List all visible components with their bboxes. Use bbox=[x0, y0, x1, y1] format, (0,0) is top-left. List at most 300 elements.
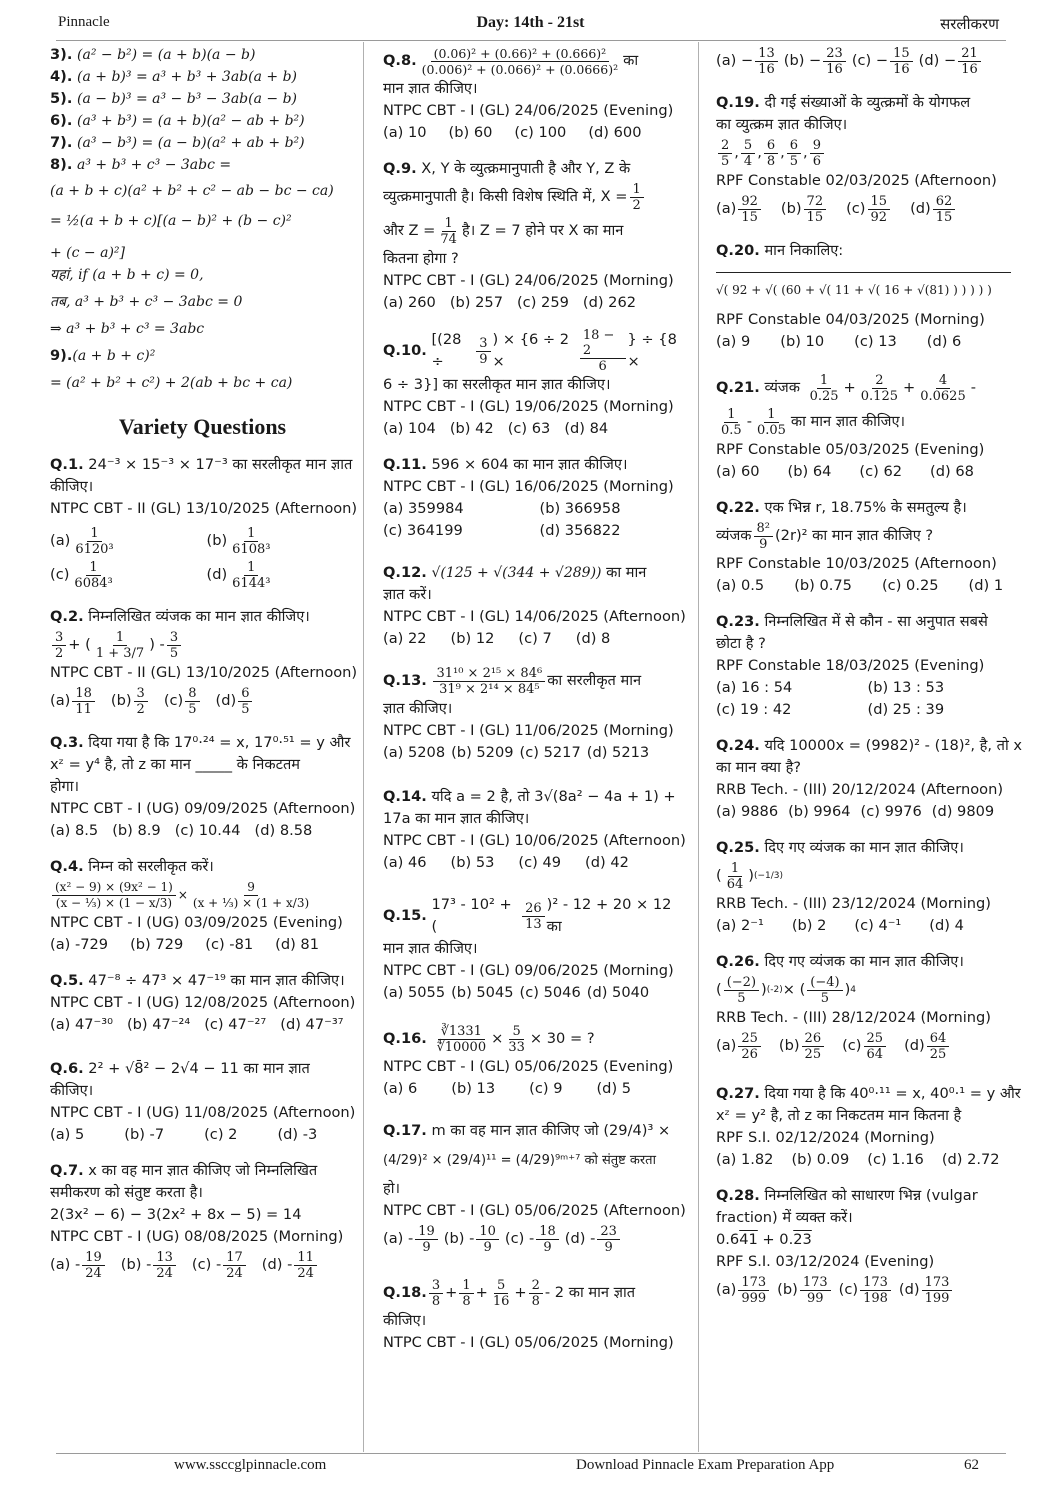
option-c[interactable]: (c) $\frac{173}{198}$ bbox=[839, 1273, 893, 1307]
question-source: RPF Constable 04/03/2025 (Morning) bbox=[716, 311, 985, 328]
question-text: $\frac{1}{0.5}$ - $\frac{1}{0.05}$ का मान ज्ञात कीजिए। bbox=[721, 406, 906, 438]
option-c[interactable]: (c) - $\frac{17}{24}$ bbox=[192, 1248, 248, 1282]
question-text: व्यंजक $\frac{\text{8²}}{9}$ (2r)² का मान ज्ञात कीजिए ? bbox=[716, 520, 934, 552]
options bbox=[383, 122, 688, 144]
option-b[interactable]: (b) -7 bbox=[124, 1126, 165, 1143]
question-source: NTPC CBT - I (GL) 10/06/2025 (Afternoon) bbox=[383, 832, 686, 849]
question-source: NTPC CBT - I (GL) 24/06/2025 (Morning) bbox=[383, 272, 674, 289]
option-d[interactable]: (d) 600 bbox=[588, 124, 642, 141]
question-text: निम्न को सरलीकृत करें। bbox=[88, 858, 214, 875]
option-b[interactable]: (b) - $\frac{13}{24}$ bbox=[121, 1248, 178, 1282]
options bbox=[716, 915, 1011, 937]
option-a[interactable]: (a) 260 bbox=[383, 294, 436, 311]
option-b[interactable]: (b) 13 : 53 bbox=[867, 679, 945, 696]
question-text: 596 × 604 का मान ज्ञात कीजिए। bbox=[431, 456, 628, 473]
option-d[interactable]: (d) 8 bbox=[575, 630, 611, 647]
question-text: दिए गए व्यंजक का मान ज्ञात कीजिए। bbox=[764, 953, 964, 970]
option-c[interactable]: (c) $\frac{1}{\text{6084³}}$ bbox=[50, 559, 113, 591]
question-text: ज्ञात करें। bbox=[383, 586, 432, 603]
option-a[interactable]: (a) 5 bbox=[50, 1126, 85, 1143]
question-10: Q.10. [(28 ÷ $\frac{3}{9}$ ) × {6 ÷ 2 × $\frac{18 - 2}{6}$ } ÷ {8 × 6 ÷ 3}] का सरलीकृत मान ज्ञात कीजिए। NTPC CBT - I (GL) 19/06/2025 (Morning) (a) 104 (b) 42 (c) 63 (d) 84 bbox=[383, 328, 688, 440]
option-a[interactable]: (a) 0.5 bbox=[716, 577, 765, 594]
footer-website-link[interactable]: www.ssccglpinnacle.com bbox=[174, 1457, 327, 1473]
option-b[interactable]: (b) $\frac{72}{15}$ bbox=[781, 192, 828, 226]
option-a[interactable]: (a) 9886 bbox=[716, 803, 779, 820]
option-c[interactable]: (c) 5217 bbox=[519, 744, 581, 761]
question-source: NTPC CBT - II (GL) 13/10/2025 (Afternoon) bbox=[50, 500, 358, 517]
option-a[interactable]: (a) $\frac{18}{11}$ bbox=[50, 684, 97, 718]
option-c[interactable]: (c) 0.25 bbox=[881, 577, 939, 594]
footer-app-promo: Download Pinnacle Exam Preparation App bbox=[576, 1457, 835, 1473]
question-number: Q.3. bbox=[50, 734, 84, 751]
option-d[interactable]: (d) 5040 bbox=[586, 984, 650, 1001]
question-6 bbox=[50, 1058, 355, 1146]
question-text: व्युत्क्रमानुपाती है। किसी विशेष स्थिति में, X = $\frac{1}{2}$ bbox=[383, 180, 688, 214]
option-a[interactable]: (a) 8.5 bbox=[50, 822, 99, 839]
option-a[interactable]: (a) − $\frac{13}{16}$ bbox=[716, 44, 780, 78]
question-number: Q.14. bbox=[383, 788, 427, 805]
question-18: Q.18. $\frac{3}{8}$ + $\frac{1}{8}$ + $\frac{5}{16}$ + $\frac{2}{8}$ - 2 का मान ज्ञात कीजिए। NTPC CBT - I (GL) 05/06/2025 (Morning) bbox=[383, 1276, 688, 1354]
question-text: x का वह मान ज्ञात कीजिए जो निम्नलिखित bbox=[88, 1162, 318, 1179]
question-number: Q.23. bbox=[716, 613, 760, 630]
question-number: Q.10. bbox=[383, 342, 427, 359]
question-text: और Z = $\frac{1}{74}$ है। Z = 7 होने पर X का मान bbox=[383, 215, 624, 247]
question-2 bbox=[50, 606, 358, 718]
column-divider-2 bbox=[698, 42, 699, 1452]
question-text: 6 ÷ 3}] का सरलीकृत मान ज्ञात कीजिए। bbox=[383, 376, 611, 393]
option-d[interactable]: (d) 262 bbox=[582, 294, 637, 311]
option-b[interactable]: (b) 13 bbox=[451, 1080, 496, 1097]
option-c[interactable]: (c) 1.16 bbox=[867, 1151, 924, 1168]
option-a[interactable]: (a) 46 bbox=[383, 854, 427, 871]
question-text: 47⁻⁸ ÷ 47³ × 47⁻¹⁹ का मान ज्ञात कीजिए। bbox=[88, 972, 345, 989]
question-text: का व्युत्क्रम ज्ञात कीजिए। bbox=[716, 116, 848, 133]
question-source: NTPC CBT - I (GL) 05/06/2025 (Evening) bbox=[383, 1058, 674, 1075]
question-text: 17a का मान ज्ञात कीजिए। bbox=[383, 810, 530, 827]
question-number: Q.4. bbox=[50, 858, 84, 875]
question-source: RPF Constable 18/03/2025 (Evening) bbox=[716, 657, 985, 674]
question-text: समीकरण को संतुष्ट करता है। bbox=[50, 1184, 203, 1201]
question-text: एक भिन्न r, 18.75% के समतुल्य है। bbox=[764, 499, 967, 516]
question-text: दिए गए व्यंजक का मान ज्ञात कीजिए। bbox=[764, 839, 964, 856]
question-source: RPF S.I. 02/12/2024 (Morning) bbox=[716, 1129, 935, 1146]
option-b[interactable]: (b) 2 bbox=[791, 917, 827, 934]
question-source: RPF Constable 05/03/2025 (Evening) bbox=[716, 441, 985, 458]
option-c[interactable]: (c) 19 : 42 bbox=[716, 701, 792, 718]
formula-item: 4). (a + b)³ = a³ + b³ + 3ab(a + b) bbox=[50, 68, 297, 85]
option-b[interactable]: (b) 0.75 bbox=[794, 577, 852, 594]
option-c[interactable]: (c) 62 bbox=[859, 463, 903, 480]
option-c[interactable]: (c) 49 bbox=[518, 854, 562, 871]
option-a[interactable]: (a) -729 bbox=[50, 936, 109, 953]
option-d[interactable]: (d) $\frac{6}{5}$ bbox=[216, 684, 255, 718]
option-a[interactable]: (a) 359984 bbox=[383, 500, 464, 517]
option-c[interactable]: (c) 47⁻²⁷ bbox=[204, 1016, 267, 1033]
header-day-range: Day: 14th - 21st bbox=[476, 14, 585, 31]
option-b[interactable]: (b) 0.09 bbox=[791, 1151, 850, 1168]
formula-item: 8). a³ + b³ + c³ − 3abc = bbox=[50, 156, 232, 173]
option-b[interactable]: (b) 5209 bbox=[451, 744, 514, 761]
option-d[interactable]: (d) 9809 bbox=[931, 803, 995, 820]
question-text: दिया गया है कि 17⁰·²⁴ = x, 17⁰·⁵¹ = y और bbox=[88, 734, 351, 751]
column-1 bbox=[50, 44, 358, 1282]
question-16: Q.16. $\frac{∛1331}{∜10000}$ × $\frac{5}{33}$ × 30 = ? NTPC CBT - I (GL) 05/06/2025 (Evening) (a) 6 (b) 13 (c) 9 (d) 5 bbox=[383, 1022, 688, 1100]
question-13: Q.13. $\frac{\text{31¹⁰ × 2¹⁵ × 84⁶}}{\text{31⁹ × 2¹⁴ × 84⁵}}$ का सरलीकृत मान ज्ञात कीजिए। NTPC CBT - I (GL) 11/06/2025 (Morning) (a) 5208 (b) 5209 (c) 5217 (d) 5213 bbox=[383, 664, 688, 764]
formula-item: (a + b + c)(a² + b² + c² − ab − bc − ca) bbox=[50, 183, 334, 199]
question-text: निम्नलिखित को साधारण भिन्न (vulgar bbox=[764, 1187, 978, 1204]
options bbox=[383, 418, 688, 440]
header-divider bbox=[56, 40, 1006, 41]
options bbox=[383, 498, 688, 542]
question-number: Q.1. bbox=[50, 456, 84, 473]
question-5 bbox=[50, 970, 355, 1036]
question-text: m का वह मान ज्ञात कीजिए जो (29/4)³ × bbox=[431, 1122, 671, 1139]
options bbox=[383, 292, 688, 314]
question-text: 24⁻³ × 15⁻³ × 17⁻³ का सरलीकृत मान ज्ञात bbox=[88, 456, 353, 473]
option-a[interactable]: (a) $\frac{25}{26}$ bbox=[716, 1029, 763, 1063]
option-d[interactable]: (d) − $\frac{21}{16}$ bbox=[919, 44, 983, 78]
options bbox=[383, 1222, 688, 1256]
question-text: (4/29)² × (29/4)¹¹ = (4/29)⁹ᵐ⁺⁷ को संतुष्ट करता bbox=[383, 1153, 656, 1168]
question-expression: 0.641 + 0.23 bbox=[716, 1231, 812, 1248]
question-source: NTPC CBT - I (UG) 03/09/2025 (Evening) bbox=[50, 914, 343, 931]
option-d[interactable]: (d) - $\frac{23}{9}$ bbox=[565, 1222, 622, 1256]
option-d[interactable]: (d) 68 bbox=[930, 463, 974, 480]
question-number: Q.19. bbox=[716, 94, 760, 111]
option-b[interactable]: (b) 47⁻²⁴ bbox=[126, 1016, 191, 1033]
question-number: Q.9. bbox=[383, 160, 417, 177]
formula-item: ⇒ a³ + b³ + c³ = 3abc bbox=[50, 321, 205, 337]
formula-item: 6). (a³ + b³) = (a + b)(a² − ab + b²) bbox=[50, 112, 305, 129]
question-text: xᶻ = y² है, तो z का निकटतम मान कितना है bbox=[716, 1107, 962, 1124]
formula-item: यहां, if (a + b + c) = 0, bbox=[50, 267, 204, 283]
question-text: कितना होगा ? bbox=[383, 250, 459, 267]
formula-list bbox=[50, 44, 355, 394]
formula-item: तब, a³ + b³ + c³ − 3abc = 0 bbox=[50, 294, 243, 310]
options bbox=[716, 1149, 1011, 1171]
question-24 bbox=[716, 735, 1023, 823]
option-a[interactable]: (a) 1.82 bbox=[716, 1151, 774, 1168]
page-number: 62 bbox=[964, 1457, 979, 1473]
question-source: NTPC CBT - I (GL) 14/06/2025 (Afternoon) bbox=[383, 608, 686, 625]
question-3 bbox=[50, 732, 355, 842]
question-23 bbox=[716, 611, 1011, 721]
question-22 bbox=[716, 497, 1011, 597]
question-text: दी गई संख्याओं के व्युत्क्रमों के योगफल bbox=[764, 94, 971, 111]
option-a[interactable]: (a) $\frac{1}{\text{6120³}}$ bbox=[50, 525, 114, 557]
options bbox=[50, 1124, 355, 1146]
question-28 bbox=[716, 1185, 1011, 1307]
question-7 bbox=[50, 1160, 355, 1282]
column-3 bbox=[716, 44, 1023, 1307]
question-19 bbox=[716, 92, 1011, 226]
options bbox=[50, 820, 355, 842]
question-text: निम्नलिखित व्यंजक का मान ज्ञात कीजिए। bbox=[88, 608, 310, 625]
option-c[interactable]: (c) $\frac{25}{64}$ bbox=[842, 1029, 888, 1063]
question-number: Q.7. bbox=[50, 1162, 84, 1179]
option-b[interactable]: (b) 42 bbox=[449, 420, 494, 437]
question-8: Q.8. $\frac{\text{(0.06)² + (0.66)² + (0.666)²}}{\text{(0.006)² + (0.066)² + (0.0666)²}}$ का मान ज्ञात कीजिए। NTPC CBT - I (GL) 24/06/2025 (Evening) (a) 10 (b) 60 (c) 100 (d) 600 bbox=[383, 44, 688, 144]
question-number: Q.17. bbox=[383, 1122, 427, 1139]
question-12: Q.12. √(125 + √(344 + √289)) का मान ज्ञात करें। NTPC CBT - I (GL) 14/06/2025 (Afternoon) (a) 22 (b) 12 (c) 7 (d) 8 bbox=[383, 562, 688, 650]
option-a[interactable]: (a) - $\frac{19}{24}$ bbox=[50, 1248, 107, 1282]
options bbox=[716, 331, 1011, 353]
option-d[interactable]: (d) 4 bbox=[929, 917, 964, 934]
option-b[interactable]: (b) 60 bbox=[448, 124, 493, 141]
option-d[interactable]: (d) 47⁻³⁷ bbox=[280, 1016, 344, 1033]
question-number: Q.22. bbox=[716, 499, 760, 516]
options bbox=[50, 684, 355, 718]
option-c[interactable]: (c) 5046 bbox=[519, 984, 581, 1001]
question-text: हो। bbox=[383, 1180, 401, 1197]
option-b[interactable]: (b) 12 bbox=[450, 630, 495, 647]
option-c[interactable]: (c) 259 bbox=[516, 294, 569, 311]
question-number: Q.15. bbox=[383, 907, 427, 924]
question-expression: 2(3x² − 6) − 3(2x² + 8x − 5) = 14 bbox=[50, 1206, 302, 1223]
question-source: RPF Constable 10/03/2025 (Afternoon) bbox=[716, 555, 997, 572]
question-expression: ( $\frac{(-2)}{5}$ ) (-2) × ( $\frac{(-4)}{5}$ ) 4 bbox=[716, 974, 857, 1006]
option-a[interactable]: (a) 2⁻¹ bbox=[716, 917, 764, 934]
options bbox=[50, 934, 355, 956]
column-divider-1 bbox=[363, 42, 364, 1452]
question-text: दिया गया है कि 40⁰·¹¹ = x, 40⁰·¹ = y और bbox=[764, 1085, 1021, 1102]
option-c[interactable]: (c) 63 bbox=[507, 420, 551, 437]
question-text: 2² + √8̄² − 2√4 − 11 का मान ज्ञात bbox=[88, 1060, 310, 1077]
options bbox=[383, 852, 688, 874]
section-title: Variety Questions bbox=[118, 414, 287, 439]
option-a[interactable]: (a) $\frac{92}{15}$ bbox=[716, 192, 763, 226]
option-a[interactable]: (a) 5208 bbox=[383, 744, 446, 761]
option-d[interactable]: (d) 356822 bbox=[539, 522, 621, 539]
option-b[interactable]: (b) 53 bbox=[450, 854, 495, 871]
option-d[interactable]: (d) 84 bbox=[564, 420, 609, 437]
question-4 bbox=[50, 856, 355, 956]
option-b[interactable]: (b) 8.9 bbox=[112, 822, 161, 839]
option-b[interactable]: (b) $\frac{26}{25}$ bbox=[779, 1029, 826, 1063]
question-expression: $\frac{\text{(x² − 9) × (9x² − 1)}}{\text{(x − ⅓) × (1 − x/3)}}$ × $\frac{9}{\text{(x + ⅓) × (1 + x/3)}}$ bbox=[50, 878, 355, 912]
question-20 bbox=[716, 240, 1011, 353]
option-c[interactable]: (c) 13 bbox=[854, 333, 897, 350]
question-expression: √( 92 + √( (60 + √( 11 + √( 16 + √(81) ) ) ) ) ) bbox=[716, 272, 1011, 301]
options bbox=[716, 1273, 1011, 1307]
question-number: Q.6. bbox=[50, 1060, 84, 1077]
question-text: X, Y के व्युत्क्रमानुपाती है और Y, Z के bbox=[421, 160, 631, 177]
footer-divider bbox=[56, 1453, 1006, 1454]
option-b[interactable]: (b) − $\frac{23}{16}$ bbox=[784, 44, 848, 78]
options bbox=[716, 461, 1011, 483]
options bbox=[383, 982, 688, 1004]
question-text: कीजिए। bbox=[50, 1082, 94, 1099]
option-d[interactable]: (d) - $\frac{11}{24}$ bbox=[262, 1248, 319, 1282]
option-c[interactable]: (c) $\frac{15}{92}$ bbox=[846, 192, 892, 226]
question-17 bbox=[383, 1120, 688, 1256]
option-a[interactable]: (a) 104 bbox=[383, 420, 436, 437]
options bbox=[716, 677, 1011, 721]
formula-item: = (a² + b² + c²) + 2(ab + bc + ca) bbox=[50, 375, 293, 391]
option-b[interactable]: (b) $\frac{1}{\text{6108³}}$ bbox=[206, 525, 271, 557]
option-b[interactable]: (b) 9964 bbox=[788, 803, 851, 820]
question-21: Q.21. व्यंजक $\frac{1}{0.25}$ + $\frac{2}{0.125}$ + $\frac{4}{0.0625}$ - $\frac{1}{0.5}$ - $\frac{1}{0.05}$ का मान ज्ञात कीजिए। RPF Constable 05/03/2025 (Evening) (a) 60 (b) 64 (c) 62 (d) 68 bbox=[716, 371, 1011, 483]
option-b[interactable]: (b) 729 bbox=[130, 936, 184, 953]
question-text: निम्नलिखित में से कौन - सा अनुपात सबसे bbox=[764, 613, 988, 630]
options bbox=[383, 1078, 688, 1100]
formula-item: = ½(a + b + c)[(a − b)² + (b − c)² bbox=[50, 213, 292, 229]
question-text: मान ज्ञात कीजिए। bbox=[383, 80, 478, 97]
question-text: xᶻ = y⁴ है, तो z का मान _____ के निकटतम bbox=[50, 756, 301, 773]
options bbox=[716, 575, 1011, 597]
option-d[interactable]: (d) -3 bbox=[277, 1126, 318, 1143]
question-text: fraction) में व्यक्त करें। bbox=[716, 1209, 853, 1226]
question-text: होगा। bbox=[50, 778, 80, 795]
formula-item: 5). (a − b)³ = a³ − b³ − 3ab(a − b) bbox=[50, 90, 297, 107]
question-expression: $\frac{3}{2}$ + ( $\frac{1}{1 + 3/7}$ ) - $\frac{3}{5}$ bbox=[50, 628, 355, 662]
options bbox=[383, 742, 688, 764]
option-a[interactable]: (a) 60 bbox=[716, 463, 760, 480]
question-number: Q.16. bbox=[383, 1030, 427, 1047]
option-c[interactable]: (c) 10.44 bbox=[174, 822, 241, 839]
option-c[interactable]: (c) 7 bbox=[518, 630, 552, 647]
question-27 bbox=[716, 1083, 1021, 1171]
question-source: RRB Tech. - (III) 20/12/2024 (Afternoon) bbox=[716, 781, 1004, 798]
question-number: Q.25. bbox=[716, 839, 760, 856]
formula-item: + (c − a)²] bbox=[50, 245, 125, 261]
options bbox=[716, 1029, 1011, 1063]
question-text: यदि a = 2 है, तो 3√(8a² − 4a + 1) + bbox=[431, 788, 676, 805]
option-d[interactable]: (d) 25 : 39 bbox=[867, 701, 945, 718]
option-d[interactable]: (d) $\frac{64}{25}$ bbox=[904, 1029, 951, 1063]
option-a[interactable]: (a) 47⁻³⁰ bbox=[50, 1016, 113, 1033]
option-d[interactable]: (d) 1 bbox=[968, 577, 1004, 594]
header-topic: सरलीकरण bbox=[940, 17, 999, 33]
question-text: कीजिए। bbox=[50, 478, 94, 495]
question-source: NTPC CBT - I (GL) 16/06/2025 (Morning) bbox=[383, 478, 674, 495]
option-c[interactable]: (c) 100 bbox=[514, 124, 567, 141]
question-source: NTPC CBT - I (GL) 24/06/2025 (Evening) bbox=[383, 102, 674, 119]
options bbox=[50, 1014, 355, 1036]
question-source: NTPC CBT - I (GL) 05/06/2025 (Afternoon) bbox=[383, 1202, 686, 1219]
question-text: छोटा है ? bbox=[716, 635, 766, 652]
question-source: RRB Tech. - (III) 23/12/2024 (Morning) bbox=[716, 895, 991, 912]
option-c[interactable]: (c) -81 bbox=[205, 936, 254, 953]
options bbox=[50, 1248, 355, 1282]
question-expression: $\frac{2}{5}$ , $\frac{5}{4}$ , $\frac{6}{8}$ , $\frac{6}{5}$ , $\frac{9}{6}$ bbox=[716, 136, 1011, 170]
option-d[interactable]: (d) $\frac{173}{199}$ bbox=[899, 1273, 954, 1307]
question-source: NTPC CBT - I (UG) 12/08/2025 (Afternoon) bbox=[50, 994, 356, 1011]
question-number: Q.12. bbox=[383, 564, 427, 581]
question-9 bbox=[383, 158, 688, 314]
option-b[interactable]: (b) 257 bbox=[449, 294, 503, 311]
question-25 bbox=[716, 837, 1011, 937]
question-number: Q.18. bbox=[383, 1284, 427, 1301]
option-a[interactable]: (a) 10 bbox=[383, 124, 427, 141]
formula-item: 3). (a² − b²) = (a + b)(a − b) bbox=[50, 46, 256, 63]
question-text: मान निकालिए: bbox=[764, 242, 844, 259]
question-26 bbox=[716, 951, 1011, 1063]
option-b[interactable]: (b) 10 bbox=[780, 333, 825, 350]
question-number: Q.28. bbox=[716, 1187, 760, 1204]
option-b[interactable]: (b) 5045 bbox=[451, 984, 514, 1001]
options bbox=[50, 524, 355, 592]
option-c[interactable]: (c) 364199 bbox=[383, 522, 463, 539]
question-source: RPF S.I. 03/12/2024 (Evening) bbox=[716, 1253, 935, 1270]
question-source: NTPC CBT - I (UG) 09/09/2025 (Afternoon) bbox=[50, 800, 356, 817]
column-2 bbox=[383, 44, 688, 1354]
options bbox=[716, 192, 1011, 226]
question-number: Q.24. bbox=[716, 737, 760, 754]
question-text: का मान क्या है? bbox=[716, 759, 802, 776]
question-number: Q.26. bbox=[716, 953, 760, 970]
option-c[interactable]: (c) $\frac{8}{5}$ bbox=[164, 684, 202, 718]
question-11 bbox=[383, 454, 688, 542]
option-d[interactable]: (d) 6 bbox=[926, 333, 962, 350]
option-a[interactable]: (a) 5055 bbox=[383, 984, 446, 1001]
option-b[interactable]: (b) 64 bbox=[787, 463, 832, 480]
option-c[interactable]: (c) 9 bbox=[529, 1080, 563, 1097]
question-number: Q.11. bbox=[383, 456, 427, 473]
question-number: Q.8. bbox=[383, 52, 417, 69]
question-number: Q.21. bbox=[716, 379, 760, 396]
question-text: ज्ञात कीजिए। bbox=[383, 700, 453, 717]
header-brand: Pinnacle bbox=[58, 14, 110, 30]
question-number: Q.20. bbox=[716, 242, 760, 259]
option-d[interactable]: (d) 5213 bbox=[586, 744, 650, 761]
option-d[interactable]: (d) 5 bbox=[596, 1080, 632, 1097]
question-source: RRB Tech. - (III) 28/12/2024 (Morning) bbox=[716, 1009, 991, 1026]
option-d[interactable]: (d) 42 bbox=[585, 854, 629, 871]
question-14 bbox=[383, 786, 688, 874]
question-text: कीजिए। bbox=[383, 1312, 427, 1329]
question-number: Q.13. bbox=[383, 672, 427, 689]
options bbox=[716, 801, 1011, 823]
question-source: NTPC CBT - II (GL) 13/10/2025 (Afternoon) bbox=[50, 664, 358, 681]
question-number: Q.27. bbox=[716, 1085, 760, 1102]
option-c[interactable]: (c) 9976 bbox=[860, 803, 922, 820]
question-text: मान ज्ञात कीजिए। bbox=[383, 940, 478, 957]
option-d[interactable]: (d) $\frac{62}{15}$ bbox=[910, 192, 957, 226]
question-number: Q.2. bbox=[50, 608, 84, 625]
option-c[interactable]: (c) 4⁻¹ bbox=[854, 917, 902, 934]
option-a[interactable]: (a) 16 : 54 bbox=[716, 679, 793, 696]
option-a[interactable]: (a) 6 bbox=[383, 1080, 418, 1097]
option-a[interactable]: (a) 22 bbox=[383, 630, 427, 647]
option-b[interactable]: (b) $\frac{173}{99}$ bbox=[777, 1273, 832, 1307]
option-a[interactable]: (a) $\frac{173}{999}$ bbox=[716, 1273, 771, 1307]
question-source: NTPC CBT - I (GL) 11/06/2025 (Morning) bbox=[383, 722, 674, 739]
question-18-options bbox=[716, 44, 1011, 78]
option-b[interactable]: (b) $\frac{3}{2}$ bbox=[111, 684, 150, 718]
option-a[interactable]: (a) - $\frac{19}{9}$ bbox=[383, 1222, 440, 1256]
option-a[interactable]: (a) 9 bbox=[716, 333, 751, 350]
question-source: RPF Constable 02/03/2025 (Afternoon) bbox=[716, 172, 997, 189]
option-d[interactable]: (d) 81 bbox=[275, 936, 320, 953]
option-c[interactable]: (c) - $\frac{18}{9}$ bbox=[505, 1222, 561, 1256]
option-d[interactable]: (d) 8.58 bbox=[254, 822, 313, 839]
formula-item: 9).(a + b + c)² bbox=[50, 347, 156, 364]
option-d[interactable]: (d) $\frac{1}{\text{6144³}}$ bbox=[206, 559, 271, 591]
question-number: Q.5. bbox=[50, 972, 84, 989]
question-source: NTPC CBT - I (GL) 19/06/2025 (Morning) bbox=[383, 398, 674, 415]
option-b[interactable]: (b) - $\frac{10}{9}$ bbox=[444, 1222, 501, 1256]
option-c[interactable]: (c) − $\frac{15}{16}$ bbox=[852, 44, 915, 78]
options bbox=[383, 628, 688, 650]
option-b[interactable]: (b) 366958 bbox=[539, 500, 621, 517]
question-source: NTPC CBT - I (UG) 11/08/2025 (Afternoon) bbox=[50, 1104, 356, 1121]
question-text: यदि 10000x = (9982)² - (18)², है, तो x bbox=[764, 737, 1023, 754]
question-source: NTPC CBT - I (GL) 05/06/2025 (Morning) bbox=[383, 1334, 674, 1351]
option-c[interactable]: (c) 2 bbox=[204, 1126, 238, 1143]
option-d[interactable]: (d) 2.72 bbox=[941, 1151, 1000, 1168]
question-source: NTPC CBT - I (UG) 08/08/2025 (Morning) bbox=[50, 1228, 344, 1245]
